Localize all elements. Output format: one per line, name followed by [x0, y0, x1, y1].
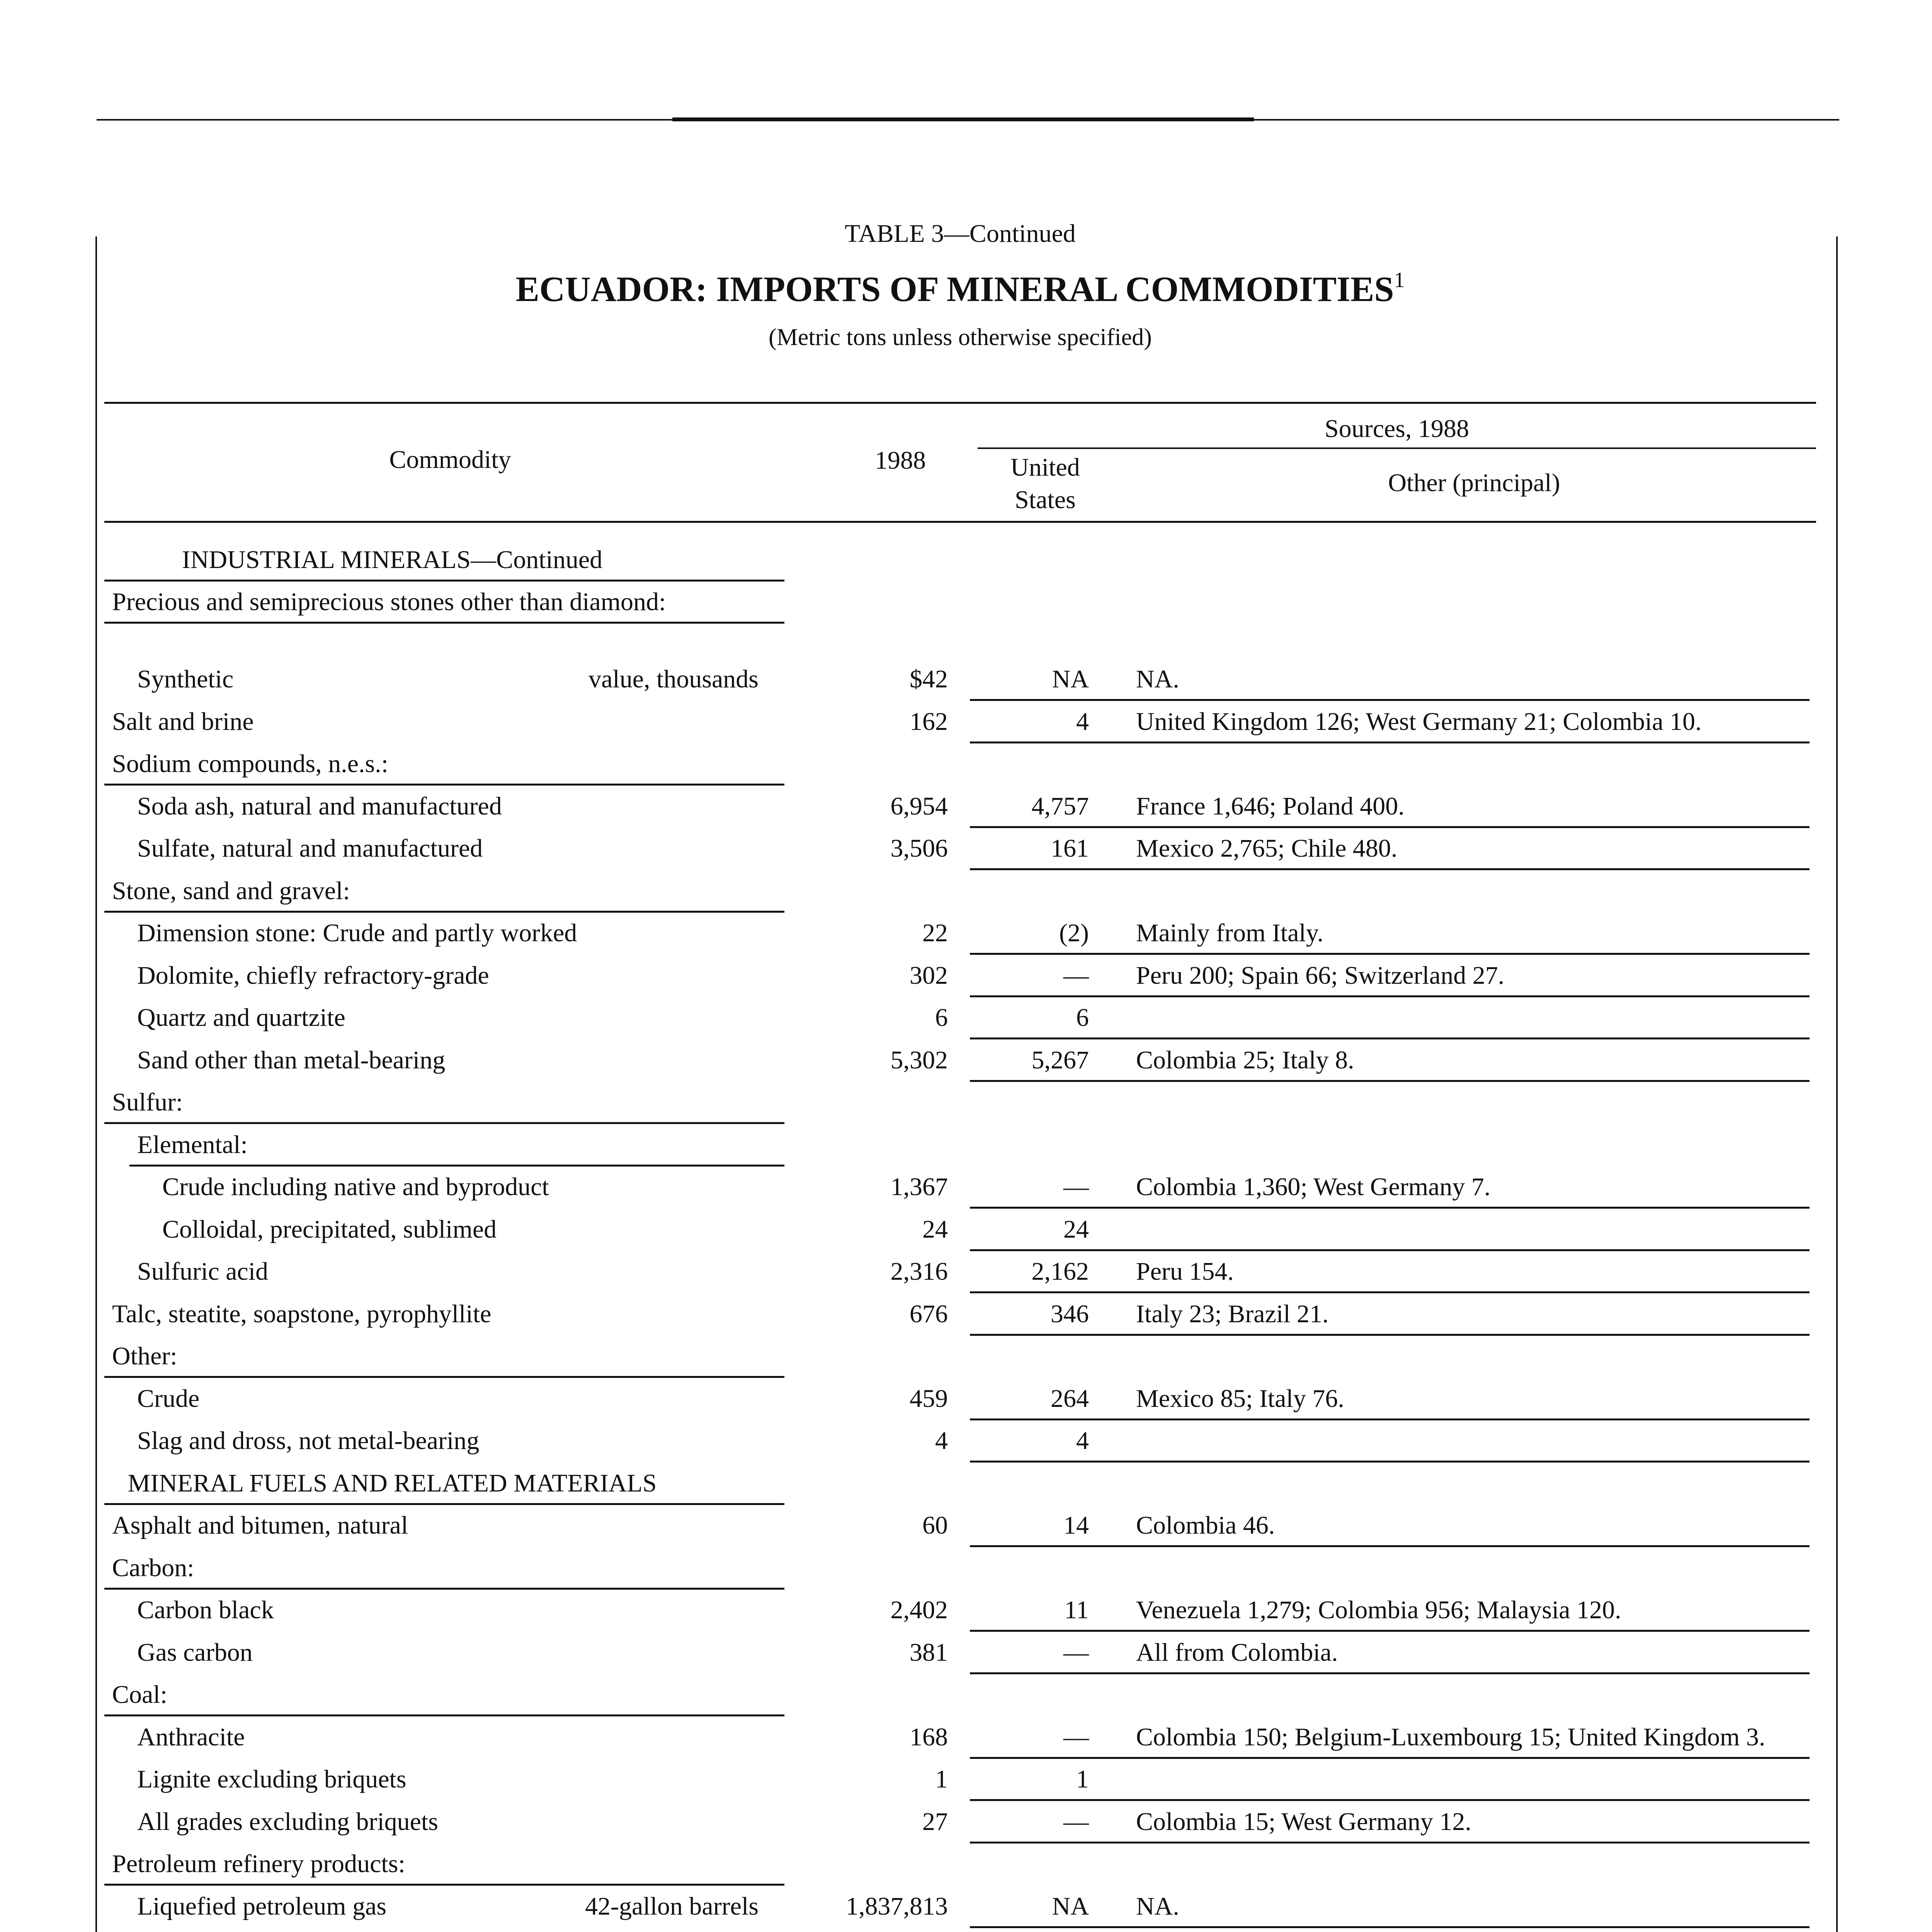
- table-row: [0, 955, 1932, 997]
- table-title: [104, 253, 1816, 316]
- group-header-row: [0, 870, 1932, 913]
- commodity-name: Salt and brine: [112, 707, 254, 736]
- value-united-states: 24: [1063, 1215, 1089, 1243]
- table-row: [0, 1251, 1932, 1294]
- value-1988: 24: [922, 1215, 948, 1243]
- group-header-row: [0, 743, 1932, 786]
- section-header-row: [0, 1463, 1932, 1505]
- value-1988: $42: [910, 665, 948, 693]
- section-header-row: [0, 539, 1932, 582]
- header-top-rule: [104, 402, 1816, 404]
- sources-rule: [978, 447, 1816, 449]
- value-1988: 22: [922, 919, 948, 947]
- table-row: [0, 786, 1932, 828]
- value-united-states: 4,757: [1031, 792, 1089, 820]
- commodity-name: Other:: [112, 1342, 177, 1370]
- other-sources: Colombia 150; Belgium-Luxembourg 15; United Kingdom 3.: [1136, 1723, 1765, 1751]
- commodity-name: All grades excluding briquets: [137, 1807, 438, 1836]
- table-subtitle: (Metric tons unless otherwise specified): [769, 324, 1152, 350]
- commodity-name: Coal:: [112, 1680, 167, 1709]
- value-1988: 6: [935, 1003, 948, 1032]
- commodity-name: Carbon:: [112, 1553, 194, 1582]
- table-title-footnote-mark: 1: [1394, 268, 1405, 292]
- table-row: [0, 828, 1932, 871]
- value-united-states: 14: [1063, 1511, 1089, 1539]
- commodity-unit: 42-gallon barrels: [585, 1892, 759, 1920]
- value-1988: 162: [910, 707, 948, 736]
- value-united-states: 2,162: [1031, 1257, 1089, 1286]
- header-us-line1: United: [1010, 453, 1080, 481]
- value-1988: 5,302: [890, 1046, 948, 1074]
- other-sources: NA.: [1136, 1892, 1179, 1920]
- commodity-name: MINERAL FUELS AND RELATED MATERIALS: [128, 1469, 657, 1497]
- table-row: [0, 1590, 1932, 1632]
- commodity-name: Crude: [137, 1384, 200, 1413]
- value-1988: 1,367: [890, 1173, 948, 1201]
- value-united-states: 346: [1051, 1299, 1089, 1328]
- commodity-name: Petroleum refinery products:: [112, 1850, 405, 1878]
- table-row: [0, 1716, 1932, 1759]
- table-row: [0, 997, 1932, 1040]
- other-sources: Colombia 1,360; West Germany 7.: [1136, 1173, 1491, 1201]
- value-united-states: —: [1063, 1638, 1089, 1667]
- value-1988: 168: [910, 1723, 948, 1751]
- value-1988: 60: [922, 1511, 948, 1539]
- commodity-name: Carbon black: [137, 1596, 274, 1624]
- table-row: [0, 701, 1932, 743]
- commodity-name: Gas carbon: [137, 1638, 253, 1667]
- commodity-name: Lignite excluding briquets: [137, 1765, 406, 1793]
- commodity-name: Asphalt and bitumen, natural: [112, 1511, 408, 1539]
- header-sources: Sources, 1988: [1325, 415, 1469, 443]
- group-header-row: [0, 1674, 1932, 1717]
- commodity-name: INDUSTRIAL MINERALS—Continued: [182, 545, 603, 574]
- other-sources: Venezuela 1,279; Colombia 956; Malaysia 120.: [1136, 1596, 1621, 1624]
- table-row: [0, 1420, 1932, 1463]
- top-rule-thick: [672, 117, 1254, 121]
- table-row: [0, 1039, 1932, 1082]
- value-united-states: 4: [1076, 707, 1089, 736]
- other-sources: Colombia 25; Italy 8.: [1136, 1046, 1354, 1074]
- commodity-name: Slag and dross, not metal-bearing: [137, 1427, 480, 1455]
- value-united-states: —: [1063, 1723, 1089, 1751]
- commodity-name: Talc, steatite, soapstone, pyrophyllite: [112, 1299, 492, 1328]
- commodity-name: Dolomite, chiefly refractory-grade: [137, 961, 489, 990]
- other-sources: Colombia 46.: [1136, 1511, 1275, 1539]
- table-row: [0, 624, 1932, 701]
- table-label: TABLE 3—Continued: [845, 219, 1076, 248]
- other-sources: Mexico 2,765; Chile 480.: [1136, 834, 1398, 862]
- other-sources: Colombia 15; West Germany 12.: [1136, 1807, 1471, 1836]
- header-other: Other (principal): [1388, 469, 1560, 497]
- other-sources: Italy 23; Brazil 21.: [1136, 1299, 1329, 1328]
- other-sources: Peru 200; Spain 66; Switzerland 27.: [1136, 961, 1505, 990]
- value-1988: 1: [935, 1765, 948, 1793]
- value-united-states: 264: [1051, 1384, 1089, 1413]
- commodity-name: Stone, sand and gravel:: [112, 876, 350, 905]
- value-united-states: 161: [1051, 834, 1089, 862]
- commodity-name: Quartz and quartzite: [137, 1003, 345, 1032]
- header-bottom-rule: [104, 521, 1816, 523]
- other-sources: NA.: [1136, 665, 1179, 693]
- value-1988: 2,316: [890, 1257, 948, 1286]
- value-1988: 676: [910, 1299, 948, 1328]
- commodity-name: Crude including native and byproduct: [162, 1173, 549, 1201]
- commodity-name: Sulfur:: [112, 1088, 183, 1116]
- value-united-states: NA: [1052, 665, 1089, 693]
- other-sources: All from Colombia.: [1136, 1638, 1338, 1667]
- table-row: [0, 1505, 1932, 1548]
- group-header-row: [0, 582, 1932, 624]
- group-header-row: [0, 1336, 1932, 1378]
- table-row: [0, 1378, 1932, 1420]
- value-1988: 4: [935, 1427, 948, 1455]
- table-row: [0, 1293, 1932, 1336]
- value-1988: 2,402: [890, 1596, 948, 1624]
- commodity-unit: value, thousands: [588, 665, 759, 693]
- table-title-text: ECUADOR: IMPORTS OF MINERAL COMMODITIES: [515, 269, 1394, 309]
- value-united-states: —: [1063, 961, 1089, 990]
- table-row: [0, 1167, 1932, 1209]
- value-1988: 27: [922, 1807, 948, 1836]
- commodity-name: Elemental:: [137, 1130, 248, 1159]
- header-us: [978, 451, 1113, 516]
- value-united-states: 6: [1076, 1003, 1089, 1032]
- value-united-states: 1: [1076, 1765, 1089, 1793]
- commodity-name: Sulfuric acid: [137, 1257, 269, 1286]
- other-sources: Mainly from Italy.: [1136, 919, 1324, 947]
- value-1988: 3,506: [890, 834, 948, 862]
- header-us-line2: States: [1015, 486, 1076, 514]
- table-row: [0, 1632, 1932, 1674]
- commodity-name: Anthracite: [137, 1723, 245, 1751]
- other-sources: United Kingdom 126; West Germany 21; Colombia 10.: [1136, 707, 1702, 736]
- other-sources: Mexico 85; Italy 76.: [1136, 1384, 1344, 1413]
- value-1988: 302: [910, 961, 948, 990]
- value-united-states: —: [1063, 1807, 1089, 1836]
- value-1988: 6,954: [890, 792, 948, 820]
- commodity-name: Dimension stone: Crude and partly worked: [137, 919, 577, 947]
- commodity-name: Liquefied petroleum gas: [137, 1892, 387, 1920]
- other-sources: Peru 154.: [1136, 1257, 1234, 1286]
- header-commodity: Commodity: [389, 446, 511, 474]
- commodity-name: Sand other than metal-bearing: [137, 1046, 446, 1074]
- table-row: [0, 1759, 1932, 1801]
- value-united-states: —: [1063, 1173, 1089, 1201]
- other-sources: France 1,646; Poland 400.: [1136, 792, 1405, 820]
- group-header-row: [0, 1082, 1932, 1124]
- value-united-states: 11: [1064, 1596, 1089, 1624]
- value-1988: 459: [910, 1384, 948, 1413]
- group-header-row: [0, 1844, 1932, 1886]
- table-row: [0, 1886, 1932, 1928]
- value-1988: 381: [910, 1638, 948, 1667]
- value-united-states: 5,267: [1031, 1046, 1089, 1074]
- commodity-name: Colloidal, precipitated, sublimed: [162, 1215, 497, 1243]
- value-1988: 1,837,813: [846, 1892, 948, 1920]
- commodity-name: Precious and semiprecious stones other than diamond:: [112, 588, 666, 616]
- commodity-name: Sulfate, natural and manufactured: [137, 834, 483, 862]
- table-title-block: [104, 214, 1816, 359]
- value-united-states: NA: [1052, 1892, 1089, 1920]
- commodity-name: Sodium compounds, n.e.s.:: [112, 750, 389, 778]
- commodity-name: Synthetic: [137, 665, 234, 693]
- table-row: [0, 1801, 1932, 1844]
- header-year: 1988: [875, 446, 926, 474]
- commodity-name: Soda ash, natural and manufactured: [137, 792, 502, 820]
- table-row: [0, 1209, 1932, 1251]
- table-body: [0, 539, 1932, 1932]
- value-united-states: (2): [1059, 919, 1089, 947]
- value-united-states: 4: [1076, 1427, 1089, 1455]
- group-header-row: [0, 1124, 1932, 1167]
- group-header-row: [0, 1547, 1932, 1590]
- table-row: [0, 913, 1932, 955]
- group-header-row: [0, 1928, 1932, 1932]
